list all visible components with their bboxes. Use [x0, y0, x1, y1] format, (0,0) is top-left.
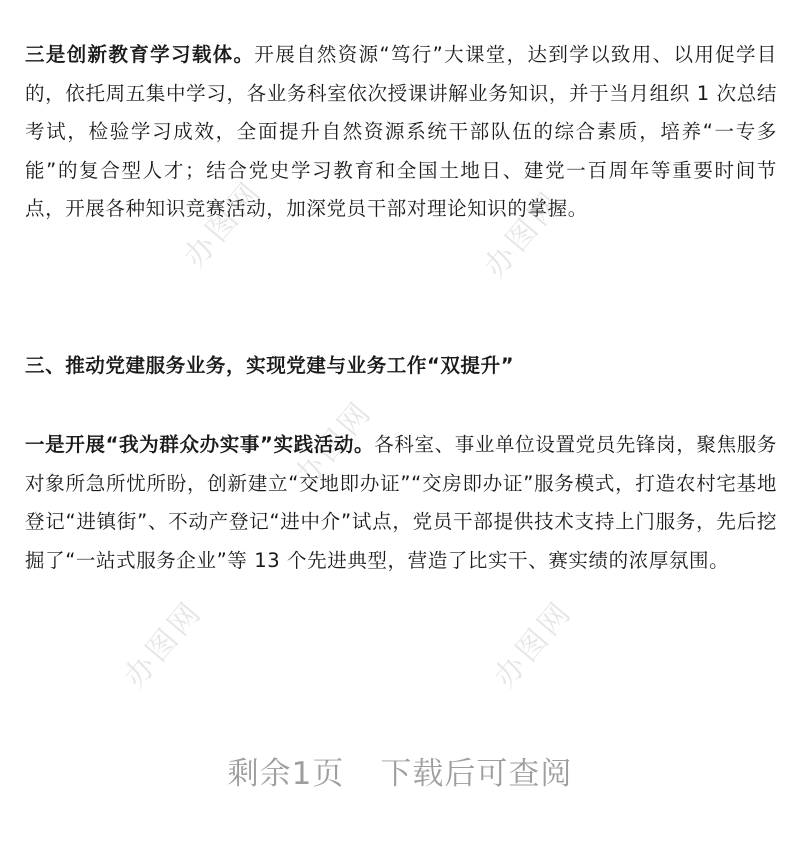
download-hint-label: 下载后可查阅 [380, 756, 573, 792]
paragraph-lead: 三是创新教育学习载体。 [25, 43, 255, 66]
watermark: 办图网 [487, 593, 580, 695]
paragraph-body: 开展自然资源“笃行”大课堂，达到学以致用、以用促学目的，依托周五集中学习，各业务科室依次授课讲解业务知识，并于当月组织 1 次总结考试，检验学习成效，全面提升自然资源系统干部队伍的综合素质，培养“一专多能”的复合型人才；结合党史学习教育和全国土地日、建党一百周年等重要时间节点，开展各种知识竞赛活动，加深党员干部对理论知识的掌握。 [25, 43, 777, 220]
paragraph-public-service [25, 426, 777, 580]
watermark: 办图网 [177, 173, 270, 275]
watermark: 办图网 [477, 183, 570, 285]
paragraph-education-carrier [25, 36, 777, 229]
watermark: 办图网 [117, 593, 210, 695]
remaining-pages-label: 剩余1页 [227, 756, 345, 792]
remaining-pages-notice[interactable] [0, 748, 800, 793]
paragraph-body: 各科室、事业单位设置党员先锋岗，聚焦服务对象所急所忧所盼，创新建立“交地即办证”“交房即办证”服务模式，打造农村宅基地登记“进镇街”、不动产登记“进中介”试点，党员干部提供技术支持上门服务，先后挖掘了“一站式服务企业”等 13 个先进典型，营造了比实干、赛实绩的浓厚氛围。 [25, 433, 777, 572]
watermark: 办图网 [287, 393, 380, 495]
paragraph-lead: 一是开展“我为群众办实事”实践活动。 [25, 433, 375, 456]
section-heading: 三、推动党建服务业务，实现党建与业务工作“双提升” [25, 354, 515, 377]
